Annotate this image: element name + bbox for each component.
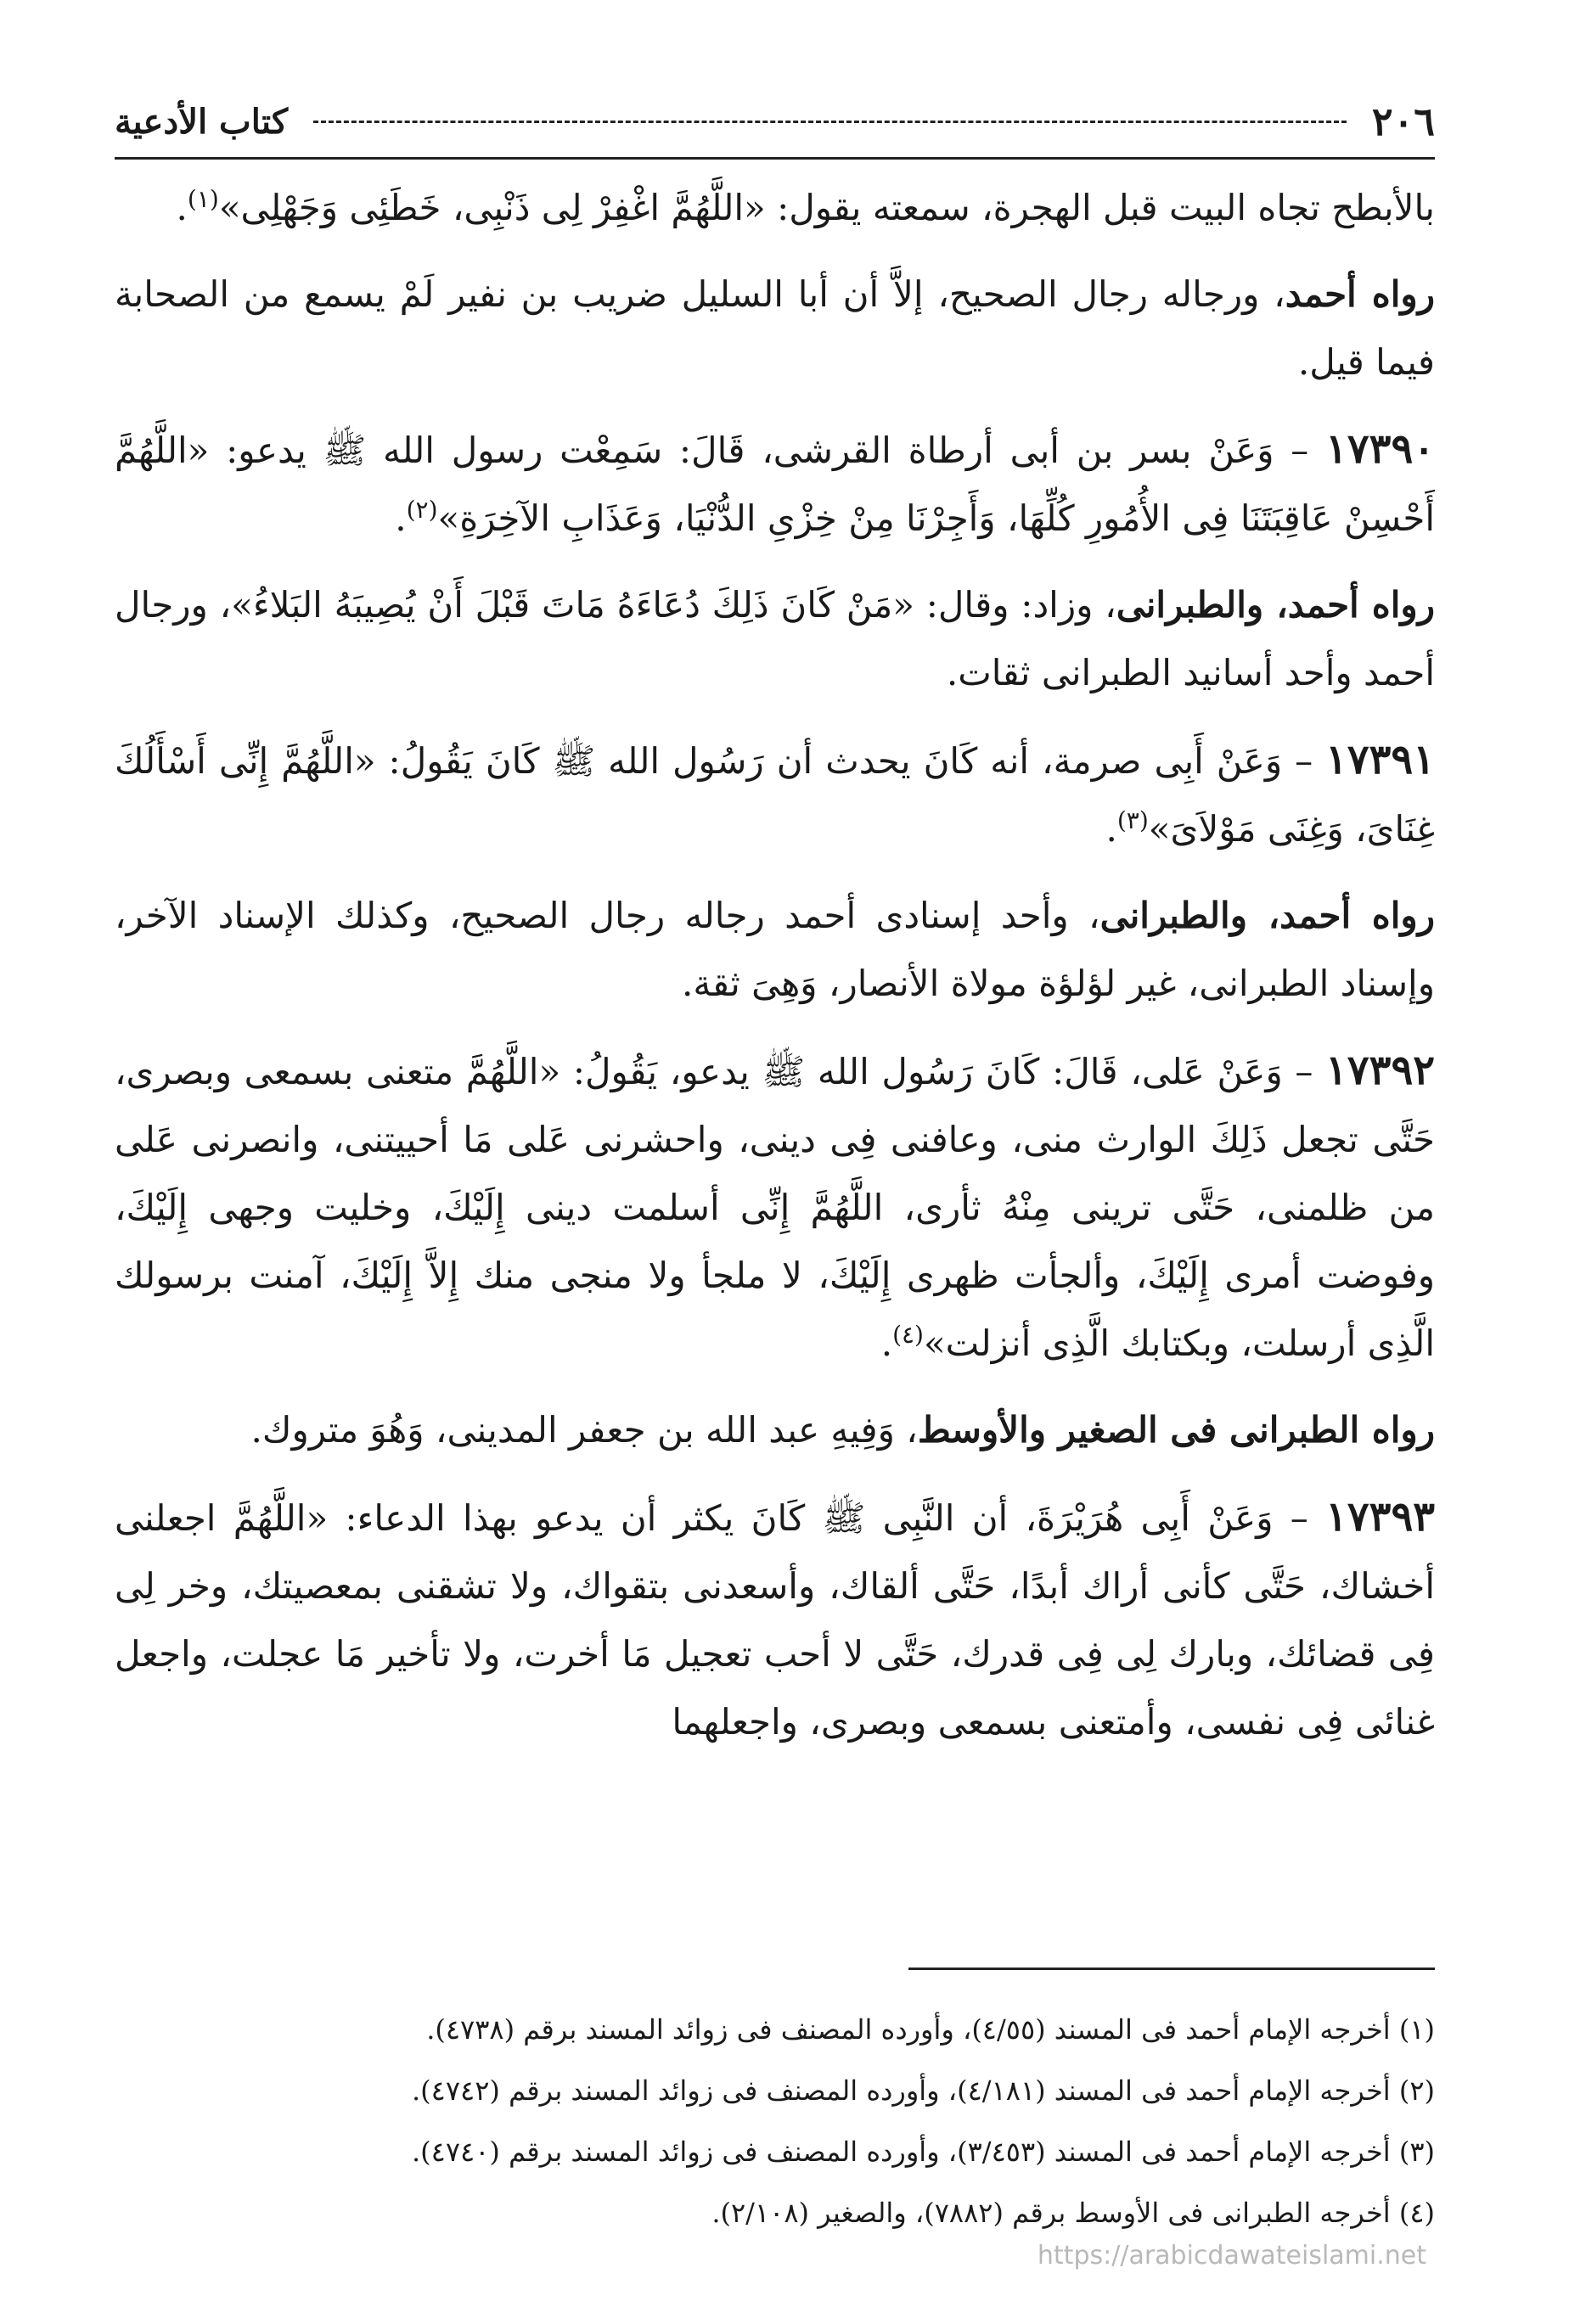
hadith-paragraph — [115, 726, 1435, 863]
hadith-text: – وَعَنْ عَلى، قَالَ: كَانَ رَسُول الله ﷺ يدعو، يَقُولُ: «اللَّهُمَّ متعنى بسمعى وبصرى، حَتَّى تجعل ذَلِكَ الوارث منى، وعافنى فِى دينى، واحشرنى عَلى مَا أحييتنى، وانصرنى عَلى من ظلمنى، حَتَّى ترينى مِنْهُ ثأرى، اللَّهُمَّ إِنِّى أسلمت دينى إِلَيْكَ، وخليت وجهى إِلَيْكَ، وفوضت أمرى إِلَيْكَ، وألجأت ظهرى إِلَيْكَ، لا ملجأ ولا منجى منك إِلاَّ إِلَيْكَ، آمنت برسولك الَّذِى أرسلت، وبكتابك الَّذِى أنزلت» — [115, 1051, 1435, 1364]
intro-paragraph — [115, 174, 1435, 242]
main-text — [115, 174, 1435, 1775]
hadith-paragraph — [115, 1036, 1435, 1378]
footnote-ref: (٣) — [1116, 806, 1149, 834]
page-number: ٢٠٦ — [1371, 98, 1435, 144]
footnote-item: (٢) أخرجه الإمام أحمد فى المسند (٤/١٨١)، وأورده المصنف فى زوائد المسند برقم (٤٧٤٢). — [412, 2074, 1435, 2107]
hadith-paragraph — [115, 415, 1435, 553]
hadith-tail: . — [880, 1322, 893, 1364]
watermark-url: https://arabicdawateislami.net — [1037, 2241, 1426, 2271]
narration-text: ، وزاد: وقال: «مَنْ كَانَ ذَلِكَ دُعَاءَهُ مَاتَ قَبْلَ أَنْ يُصِيبَهُ البَلاءُ»، ورجال أحمد وأحد أسانيد الطبرانى ثقات. — [115, 584, 1435, 693]
hadith-number: ١٧٣٩٢ — [1325, 1047, 1435, 1094]
footnote-ref: (١) — [187, 185, 219, 213]
narration-text: ، ورجاله رجال الصحيح، إلاَّ أن أبا السليل ضريب بن نفير لَمْ يسمع من الصحابة فيما قيل. — [115, 273, 1435, 383]
footnote-ref: (٤) — [892, 1321, 924, 1349]
hadith-paragraph — [115, 1483, 1435, 1756]
footnote-ref: (٢) — [406, 496, 438, 524]
hadith-tail: . — [395, 497, 407, 539]
footnotes — [115, 1999, 1435, 2243]
narration-note — [115, 571, 1435, 707]
hadith-tail: . — [1105, 808, 1117, 850]
narration-source: رواه الطبرانى فى الصغير والأوسط — [917, 1409, 1435, 1451]
intro-text: بالأبطح تجاه البيت قبل الهجرة، سمعته يقول: «اللَّهُمَّ اغْفِرْ لِى ذَنْبِى، خَطَئِى وَجَهْلِى» — [218, 187, 1435, 228]
narration-source: رواه أحمد، والطبرانى — [1116, 584, 1435, 626]
footnote-item: (٤) أخرجه الطبرانى فى الأوسط برقم (٧٨٨٢)، والصغير (٢/١٠٨). — [711, 2197, 1435, 2229]
narration-source: رواه أحمد، والطبرانى — [1099, 895, 1435, 936]
footnote-item: (٣) أخرجه الإمام أحمد فى المسند (٣/٤٥٣)، وأورده المصنف فى زوائد المسند برقم (٤٧٤٠). — [412, 2136, 1435, 2168]
hadith-number: ١٧٣٩١ — [1325, 736, 1435, 783]
header-dashed-rule — [313, 121, 1347, 123]
header-divider — [115, 157, 1435, 160]
hadith-number: ١٧٣٩٣ — [1325, 1493, 1435, 1541]
narration-text: ، وأحد إسنادى أحمد رجاله رجال الصحيح، وكذلك الإسناد الآخر، وإسناد الطبرانى، غير لؤلؤة مولاة الأنصار، وَهِىَ ثقة. — [115, 895, 1435, 1004]
book-title: كتاب الأدعية — [115, 101, 289, 142]
narration-note — [115, 882, 1435, 1018]
narration-note — [115, 261, 1435, 396]
narration-source: رواه أحمد — [1285, 273, 1435, 315]
intro-tail: . — [176, 187, 188, 228]
page-header — [115, 92, 1435, 151]
hadith-text: – وَعَنْ بسر بن أبى أرطاة القرشى، قَالَ: سَمِعْت رسول الله ﷺ يدعو: «اللَّهُمَّ أَحْسِنْ عَاقِبَتَنَا فِى الأُمُورِ كُلِّهَا، وَأَجِرْنَا مِنْ خِزْىِ الدُّنْيَا، وَعَذَابِ الآخِرَةِ» — [115, 429, 1435, 539]
narration-text: ، وَفِيهِ عبد الله بن جعفر المدينى، وَهُوَ متروك. — [250, 1409, 918, 1451]
footnote-divider — [908, 1968, 1435, 1970]
narration-note — [115, 1396, 1435, 1464]
hadith-text: – وَعَنْ أَبِى هُرَيْرَةَ، أن النَّبِى ﷺ كَانَ يكثر أن يدعو بهذا الدعاء: «اللَّهُمَّ اجعلنى أخشاك، حَتَّى كأنى أراك أبدًا، حَتَّى ألقاك، وأسعدنى بتقواك، ولا تشقنى بمعصيتك، وخر لِى فِى قضائك، وبارك لِى فِى قدرك، حَتَّى لا أحب تعجيل مَا أخرت، ولا تأخير مَا عجلت، واجعل غنائى فِى نفسى، وأمتعنى بسمعى وبصرى، واجعلهما — [115, 1497, 1435, 1743]
hadith-text: – وَعَنْ أَبِى صرمة، أنه كَانَ يحدث أن رَسُول الله ﷺ كَانَ يَقُولُ: «اللَّهُمَّ إِنِّى أَسْأَلُكَ غِنَاىَ، وَغِنَى مَوْلاَىَ» — [115, 740, 1435, 850]
hadith-number: ١٧٣٩٠ — [1325, 425, 1435, 473]
footnote-item: (١) أخرجه الإمام أحمد فى المسند (٤/٥٥)، وأورده المصنف فى زوائد المسند برقم (٤٧٣٨). — [426, 2013, 1435, 2046]
